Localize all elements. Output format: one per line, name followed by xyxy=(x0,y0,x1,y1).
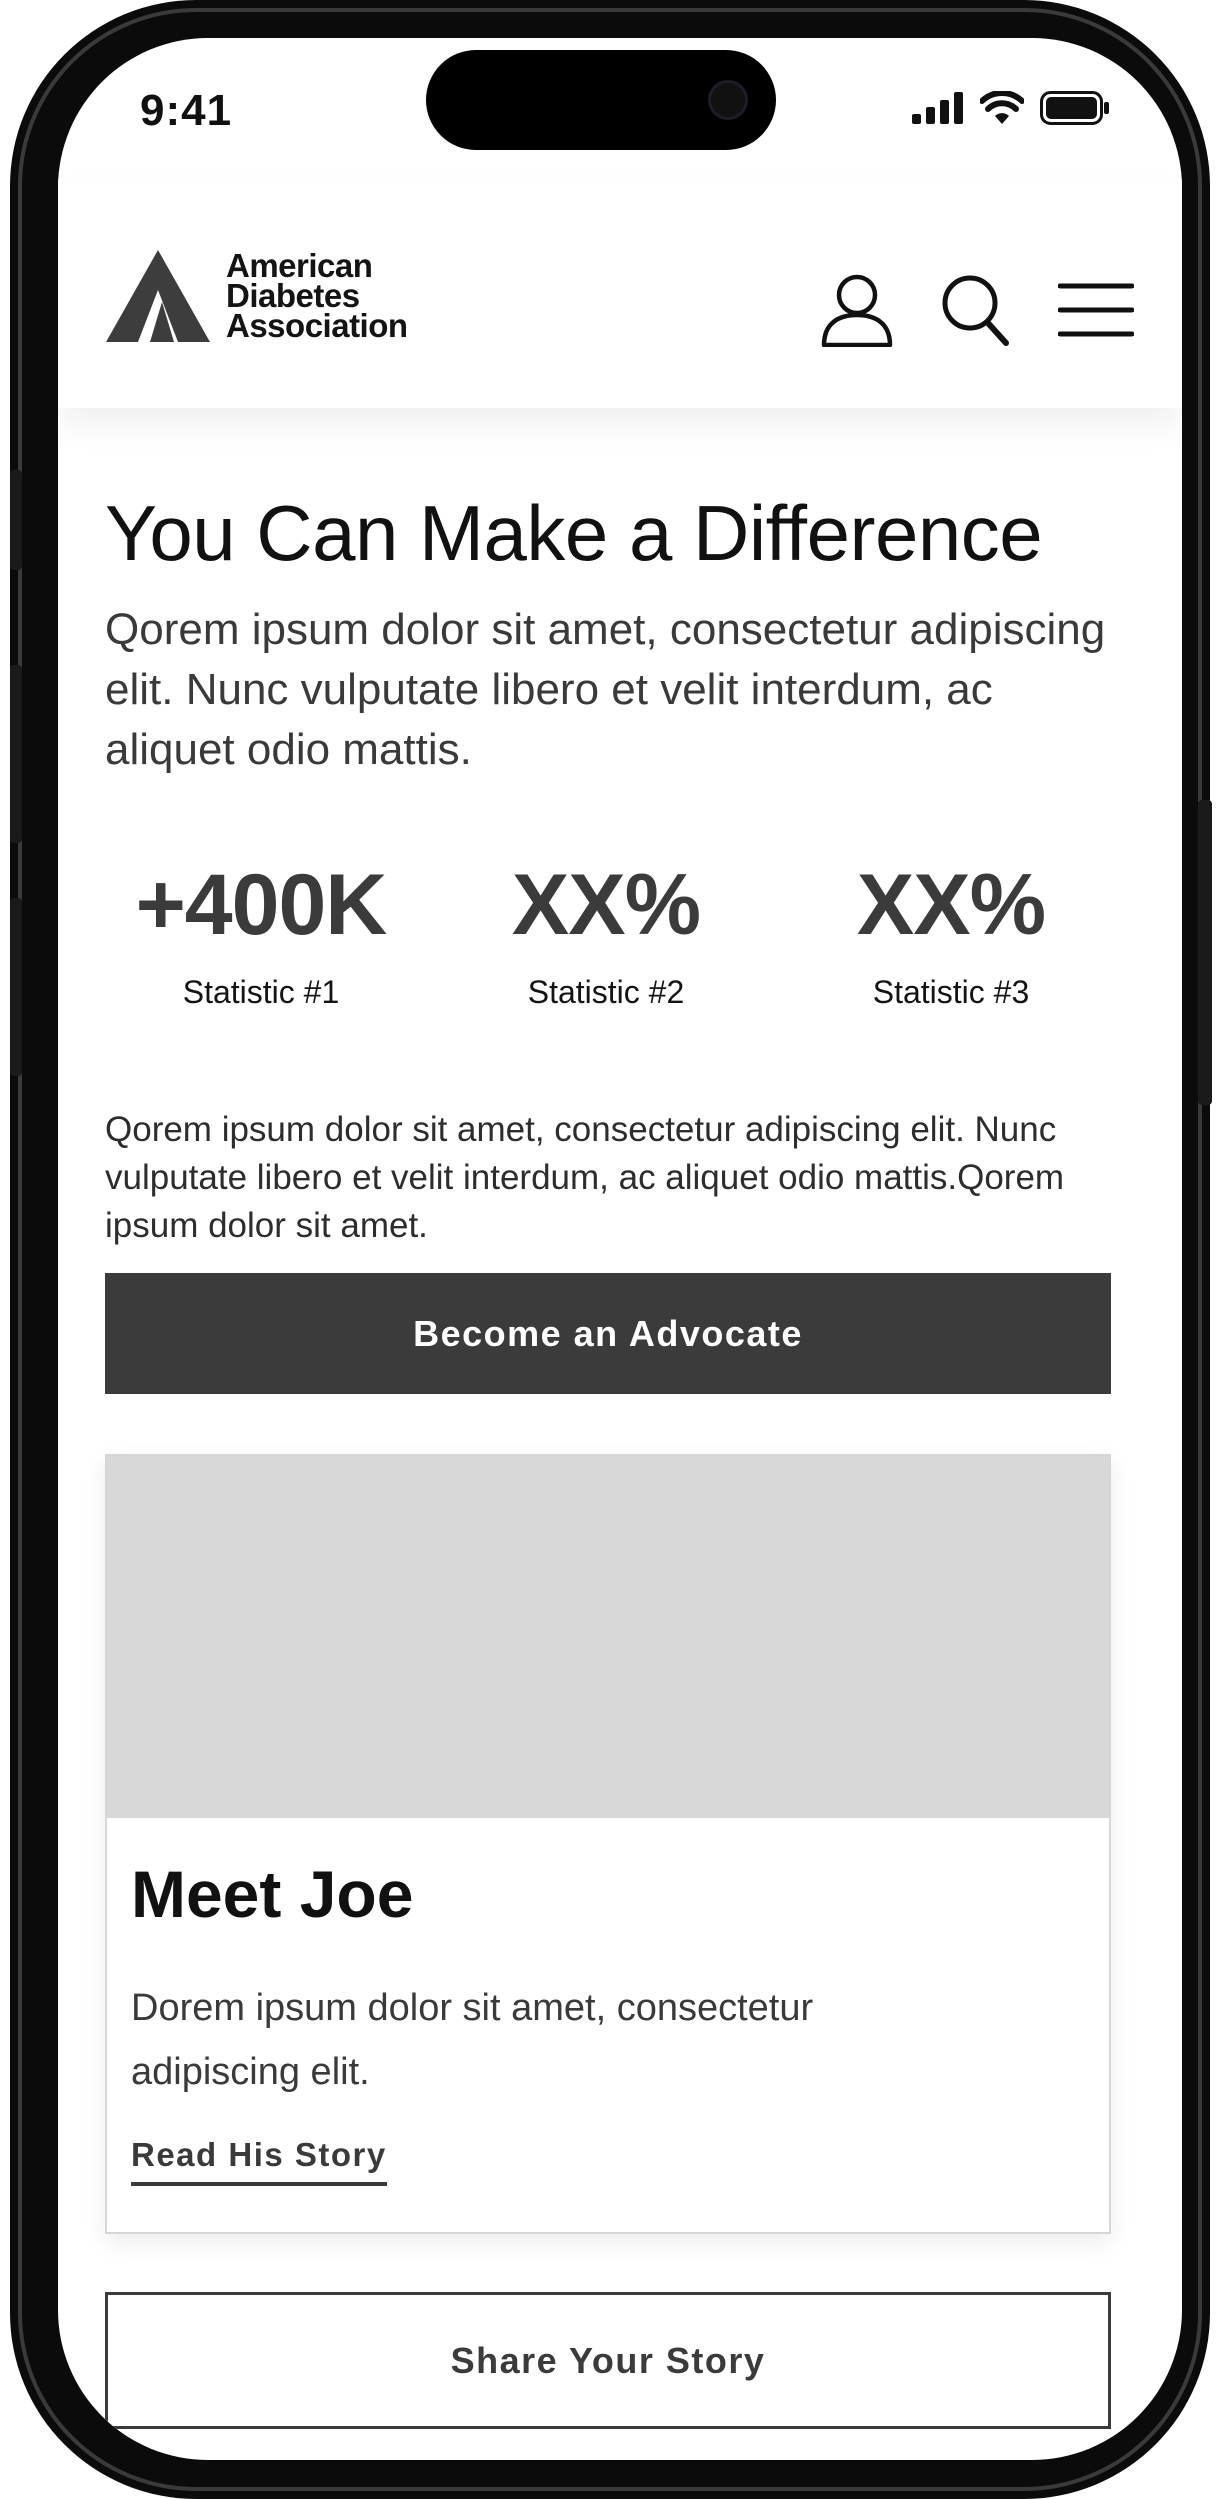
logo-line: Diabetes xyxy=(226,277,360,314)
become-advocate-button[interactable]: Become an Advocate xyxy=(105,1273,1111,1394)
user-icon[interactable] xyxy=(821,273,893,347)
ada-triangle-icon xyxy=(106,250,210,342)
logo-line: Association xyxy=(226,307,408,344)
intro-text: Qorem ipsum dolor sit amet, consectetur adipiscing elit. Nunc vulputate libero et velit interdum, ac aliquet odio mattis. xyxy=(105,605,1106,774)
share-story-button[interactable]: Share Your Story xyxy=(105,2292,1111,2429)
site-header xyxy=(58,178,1182,408)
ada-logo[interactable] xyxy=(106,247,408,344)
power-button xyxy=(1198,800,1212,1105)
stat-label: Statistic #2 xyxy=(527,974,685,1010)
read-story-link[interactable]: Read His Story xyxy=(131,2136,387,2186)
menu-icon[interactable] xyxy=(1058,281,1134,339)
signal-icon xyxy=(912,92,964,124)
wifi-icon xyxy=(980,91,1024,125)
stat-label: Statistic #3 xyxy=(872,974,1030,1010)
search-icon[interactable] xyxy=(940,273,1010,347)
stat-value: +400K xyxy=(135,857,387,953)
statistic-3 xyxy=(786,850,1116,1011)
statistic-1 xyxy=(96,850,426,1011)
screen xyxy=(58,38,1182,2460)
logo-wordmark xyxy=(226,247,408,344)
statistic-2 xyxy=(441,850,771,1011)
story-image-placeholder xyxy=(107,1456,1109,1818)
status-time: 9:41 xyxy=(140,86,233,135)
action-button xyxy=(10,470,22,570)
battery-icon xyxy=(1040,91,1110,125)
stat-label: Statistic #1 xyxy=(182,974,340,1010)
story-card xyxy=(105,1454,1111,2234)
logo-line: American xyxy=(226,247,373,284)
dynamic-island xyxy=(426,50,776,150)
volume-up-button xyxy=(10,665,22,843)
stat-value: XX% xyxy=(856,857,1046,953)
phone-frame xyxy=(10,0,1210,2499)
story-title: Meet Joe xyxy=(131,1857,414,1931)
status-icons xyxy=(912,88,1110,128)
page-title: You Can Make a Difference xyxy=(105,489,1043,577)
volume-down-button xyxy=(10,898,22,1076)
stat-value: XX% xyxy=(511,857,701,953)
story-description: Dorem ipsum dolor sit amet, consectetur adipiscing elit. xyxy=(131,1987,814,2093)
body-text: Qorem ipsum dolor sit amet, consectetur adipiscing elit. Nunc vulputate libero et velit interdum, ac aliquet odio mattis.Qorem ipsum dolor sit amet. xyxy=(105,1110,1065,1245)
camera-icon xyxy=(708,80,748,120)
